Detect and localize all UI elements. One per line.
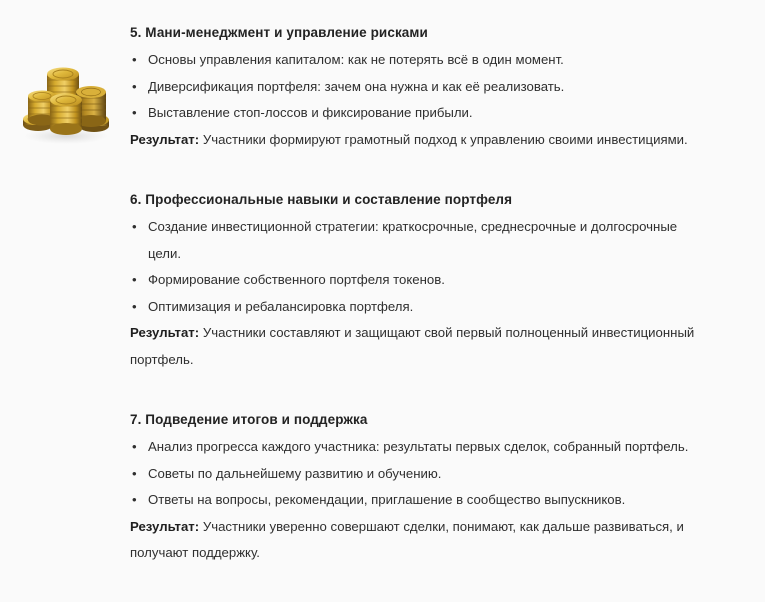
result-label: Результат:: [130, 325, 200, 340]
result-label: Результат:: [130, 518, 200, 534]
bullet-item: • Выставление стоп-лоссов и фиксирование прибыли.: [130, 100, 710, 127]
section-result: [130, 127, 710, 154]
bullet-item: • Формирование собственного портфеля токенов.: [130, 267, 710, 294]
bullet-item: • Советы по дальнейшему развитию и обучению.: [130, 461, 710, 488]
bullet-item: • Основы управления капиталом: как не потерять всё в один момент.: [130, 47, 710, 74]
bullet-item: • Анализ прогресса каждого участника: результаты первых сделок, собранный портфель.: [130, 434, 710, 461]
result-text: Участники формируют грамотный подход к управлению своими инвестициями.: [199, 131, 688, 147]
section-heading: 6. Профессиональные навыки и составление портфеля: [130, 192, 513, 207]
section-heading: 5. Мани-менеджмент и управление рисками: [130, 25, 428, 40]
section-result: [130, 320, 710, 373]
section-bullet-list: [130, 214, 710, 320]
program-section: [130, 20, 710, 153]
bullet-item: • Диверсификация портфеля: зачем она нужна и как её реализовать.: [130, 74, 710, 101]
bullet-item: • Ответы на вопросы, рекомендации, приглашение в сообщество выпускников.: [130, 487, 710, 514]
stack-of-gold-coins-icon: [18, 52, 114, 144]
program-content: [130, 20, 710, 567]
result-text: Участники уверенно совершают сделки, понимают, как дальше развиваться, и получают поддержку.: [130, 518, 684, 560]
program-section: [130, 407, 710, 567]
section-bullet-list: [130, 434, 710, 514]
section-result: [130, 514, 710, 567]
section-heading: 7. Подведение итогов и поддержка: [130, 412, 368, 427]
program-section: [130, 187, 710, 373]
section-bullet-list: [130, 47, 710, 127]
bullet-item: • Создание инвестиционной стратегии: краткосрочные, среднесрочные и долгосрочные цели.: [130, 214, 710, 267]
result-label: Результат:: [130, 131, 200, 147]
bullet-item: • Оптимизация и ребалансировка портфеля.: [130, 294, 710, 321]
result-text: Участники составляют и защищают свой первый полноценный инвестиционный портфель.: [130, 325, 695, 367]
